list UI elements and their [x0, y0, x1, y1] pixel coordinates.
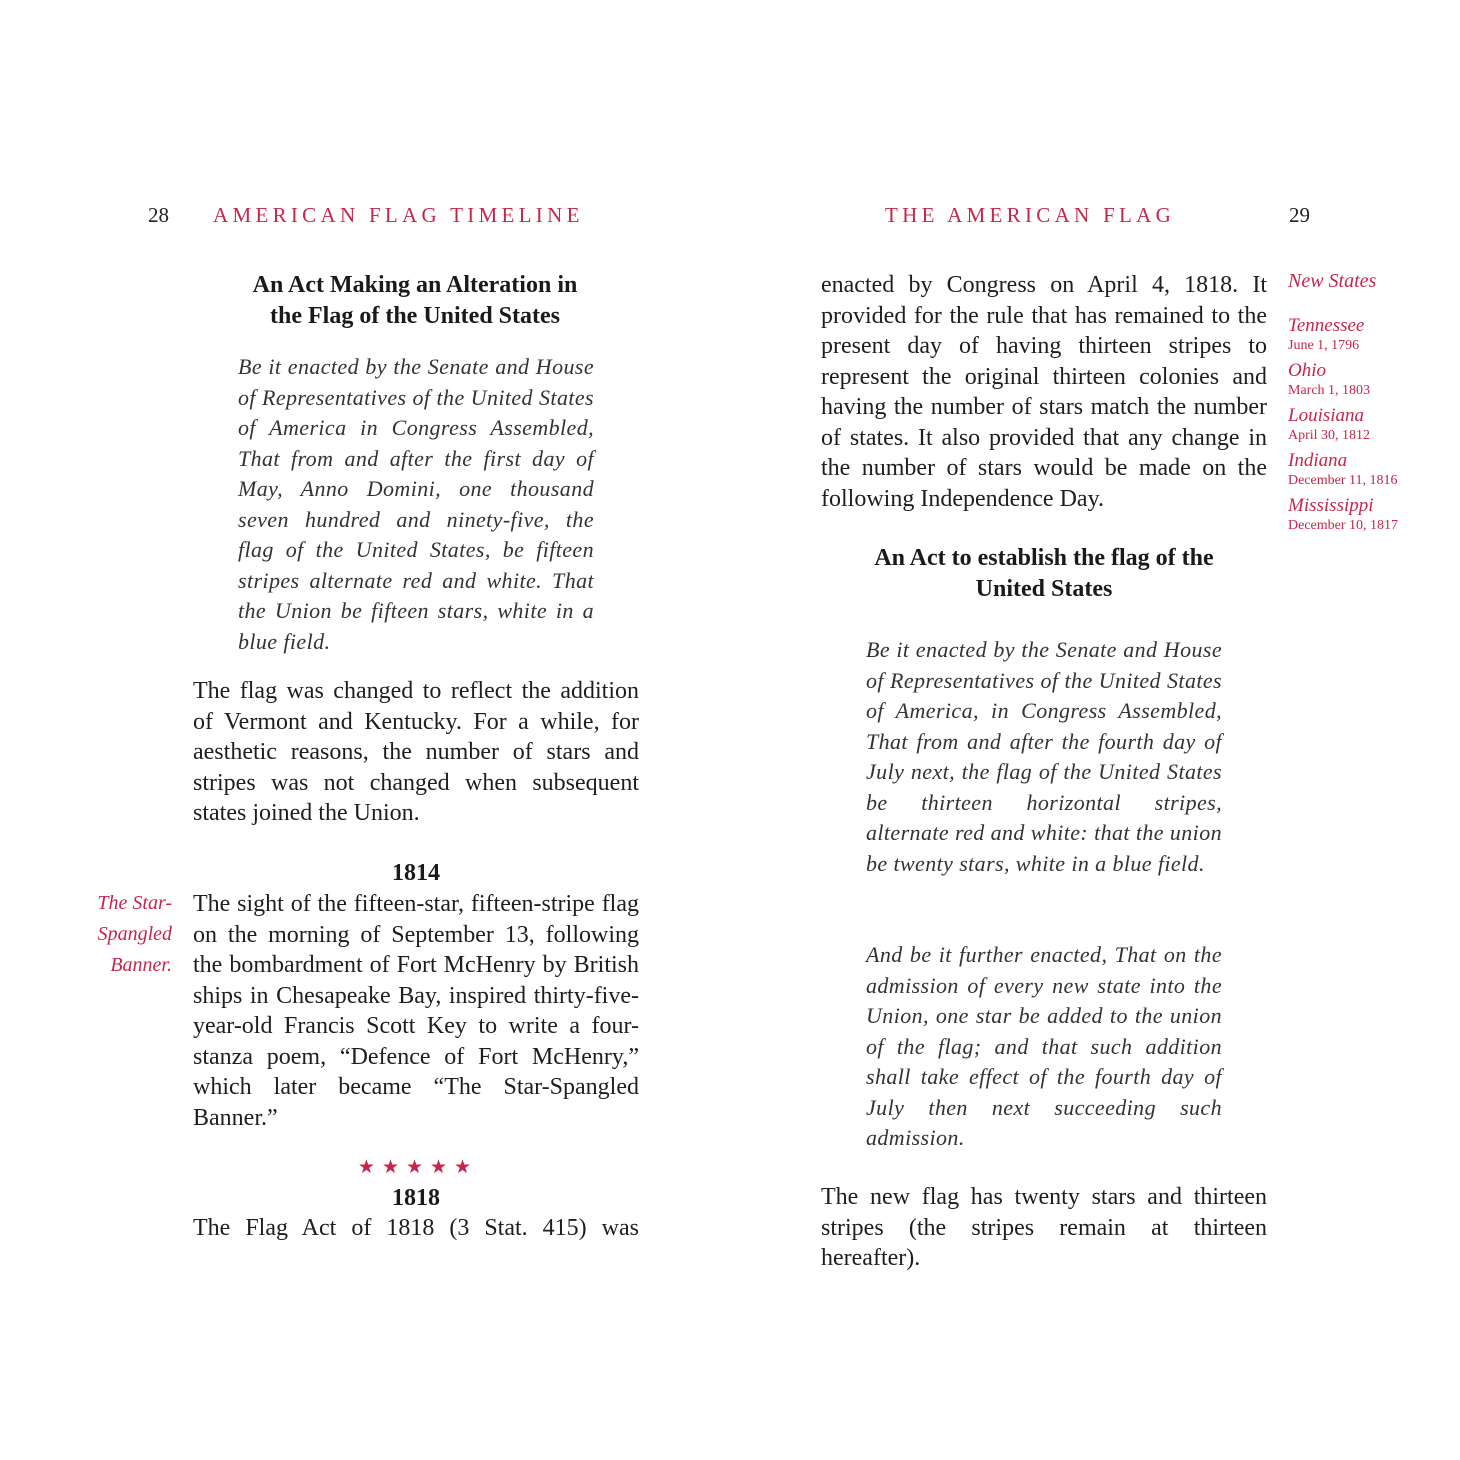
new-state-entry [1288, 405, 1448, 445]
paragraph-1818: The Flag Act of 1818 (3 Stat. 415) was [193, 1215, 639, 1241]
act-heading-right-line-2: United States [975, 575, 1113, 602]
paragraph-1814: The sight of the fifteen-star, fifteen-stripe flag on the morning of September 13, following the bombardment of Fort McHenry by British ships in Chesapeake Bay, inspired thirty-five-year-old Francis Scott Key to write a four-stanza poem, “Defence of Fort McHenry,” which later became “The Star-Spangled Banner.” [193, 891, 639, 1131]
paragraph-vermont-kentucky: The flag was changed to reflect the addition of Vermont and Kentucky. For a while, for aesthetic reasons, the number of stars and stripes was not changed when subsequent states joined the Union. [193, 678, 639, 826]
state-name: Ohio [1288, 360, 1326, 381]
state-date: March 1, 1803 [1288, 383, 1371, 398]
act-heading-right-line-1: An Act to establish the flag of the [874, 545, 1214, 571]
new-state-entry [1288, 495, 1448, 535]
sidenote-line-3: Banner. [110, 954, 172, 976]
new-states-sidebar [1288, 270, 1448, 540]
act-quote-left: Be it enacted by the Senate and House of Representatives of the United States of America in Congress Assembled, That from and after the first day of May, Anno Domini, one thousand seven hundred and ninety-five, the flag of the United States, be fifteen stripes alternate red and white. That the Union be fifteen stars, white in a blue field. [238, 354, 594, 654]
sidenote-line-2: Spangled [97, 923, 172, 945]
page-number-right: 29 [1289, 203, 1310, 227]
new-state-entry [1288, 450, 1448, 490]
sidenote-line-1: The Star- [97, 892, 172, 914]
paragraph-flag-act-continued: enacted by Congress on April 4, 1818. It provided for the rule that has remained to the present day of having thirteen stripes to represent the original thirteen colonies and having the number of stars match the number of states. It also provided that any change in the number of stars would be made on the following Independence Day. [821, 272, 1267, 512]
state-date: December 11, 1816 [1288, 473, 1398, 488]
paragraph-new-flag: The new flag has twenty stars and thirteen stripes (the stripes remain at thirteen hereafter). [821, 1184, 1267, 1271]
state-date: June 1, 1796 [1288, 338, 1360, 353]
new-state-entry [1288, 360, 1448, 400]
running-head-right: THE AMERICAN FLAG [885, 203, 1176, 227]
act-quote-right-2: And be it further enacted, That on the admission of every new state into the Union, one star be added to the union of the flag; and that such addition shall take effect of the fourth day of July then next succeeding such admission. [866, 942, 1222, 1150]
act-heading-left-line-1: An Act Making an Alteration in [252, 272, 578, 298]
new-states-header: New States [1288, 270, 1377, 292]
running-head-left: AMERICAN FLAG TIMELINE [213, 203, 584, 227]
act-heading-left [200, 270, 630, 331]
stars-divider: ★★★★★ [357, 1157, 479, 1178]
state-name: Indiana [1288, 450, 1348, 471]
act-quote-right-1: Be it enacted by the Senate and House of Representatives of the United States of America, in Congress Assembled, That from and after the fourth day of July next, the flag of the United States be thirteen horizontal stripes, alternate red and white: that the union be twenty stars, white in a blue field. [866, 637, 1222, 876]
state-date: April 30, 1812 [1288, 428, 1371, 443]
act-heading-right [821, 543, 1267, 604]
state-date: December 10, 1817 [1288, 518, 1399, 533]
state-name: Louisiana [1288, 405, 1365, 426]
act-heading-left-line-2: the Flag of the United States [270, 302, 560, 329]
state-name: Tennessee [1288, 315, 1365, 336]
state-name: Mississippi [1288, 495, 1374, 516]
new-state-entry [1288, 315, 1448, 355]
sidenote-star-spangled-banner [40, 888, 172, 981]
year-1818: 1818 [392, 1185, 440, 1211]
page-number-left: 28 [148, 203, 169, 227]
year-1814: 1814 [392, 860, 440, 886]
